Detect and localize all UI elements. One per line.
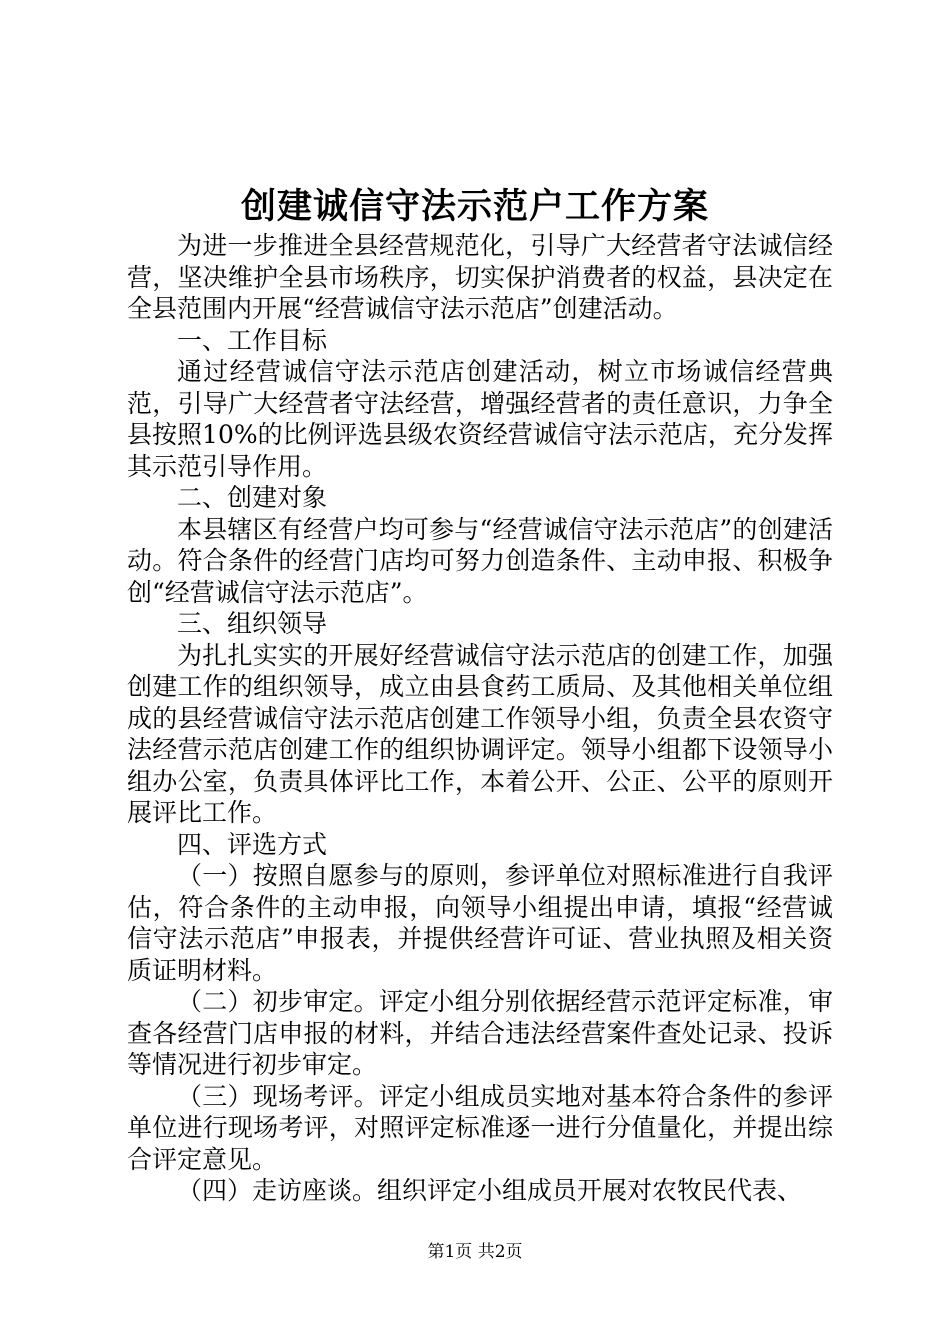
selection-step-1: （一）按照自愿参与的原则，参评单位对照标准进行自我评估，符合条件的主动申报，向领导小组提出申请，填报“经营诚信守法示范店”申报表，并提供经营许可证、营业执照及相关资质证明材料。 xyxy=(127,861,833,985)
document-title: 创建诚信守法示范户工作方案 xyxy=(240,186,709,227)
selection-step-4: （四）走访座谈。组织评定小组成员开展对农牧民代表、 xyxy=(177,1176,803,1205)
intro-paragraph: 为进一步推进全县经营规范化，引导广大经营者守法诚信经营，坚决维护全县市场秩序，切实保护消费者的权益，县决定在全县范围内开展“经营诚信守法示范店”创建活动。 xyxy=(127,231,833,323)
selection-step-2: （二）初步审定。评定小组分别依据经营示范评定标准，审查各经营门店申报的材料，并结合违法经营案件查处记录、投诉等情况进行初步审定。 xyxy=(127,987,833,1079)
goals-paragraph: 通过经营诚信守法示范店创建活动，树立市场诚信经营典范，引导广大经营者守法经营，增强经营者的责任意识，力争全县按照10%的比例评选县级农资经营诚信守法示范店，充分发挥其示范引导作用。 xyxy=(127,357,833,481)
document-body xyxy=(127,230,833,1207)
section-heading-selection: 四、评选方式 xyxy=(177,829,328,859)
selection-step-3: （三）现场考评。评定小组成员实地对基本符合条件的参评单位进行现场考评，对照评定标准逐一进行分值量化，并提出综合评定意见。 xyxy=(127,1081,833,1174)
leadership-paragraph: 为扎扎实实的开展好经营诚信守法示范店的创建工作，加强创建工作的组织领导，成立由县食药工质局、及其他相关单位组成的县经营诚信守法示范店创建工作领导小组，负责全县农资守法经营示范店创建工作的组织协调评定。领导小组都下设领导小组办公室，负责具体评比工作，本着公开、公正、公平的原则开展评比工作。 xyxy=(127,640,833,827)
section-heading-goals: 一、工作目标 xyxy=(177,325,328,355)
targets-paragraph: 本县辖区有经营户均可参与“经营诚信守法示范店”的创建活动。符合条件的经营门店均可努力创造条件、主动申报、积极争创“经营诚信守法示范店”。 xyxy=(127,514,833,607)
section-heading-leadership: 三、组织领导 xyxy=(177,609,328,638)
page-number-footer: 第1页 共2页 xyxy=(427,1242,523,1262)
section-heading-targets: 二、创建对象 xyxy=(177,483,328,512)
